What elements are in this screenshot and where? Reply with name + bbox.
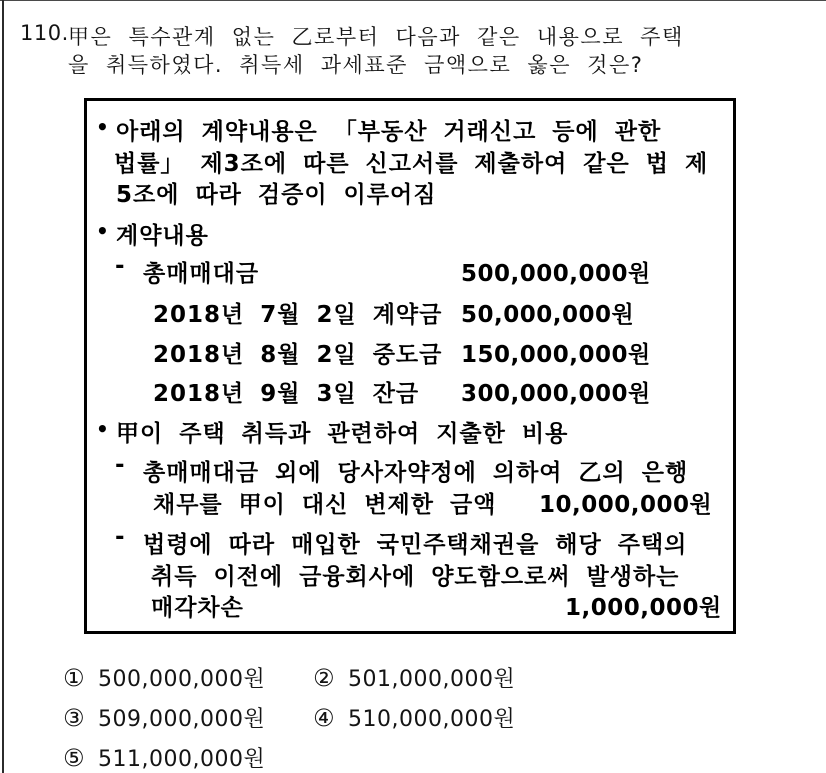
payment-amount: 150,000,000원 (461, 342, 651, 368)
choice-1-marker: ① (63, 664, 85, 692)
notice-line-2: 법률」 제3조에 따른 신고서를 제출하여 같은 법 제 (114, 151, 709, 177)
bullet-icon: • (96, 417, 110, 441)
expense1-line-1: 총매매대금 외에 당사자약정에 의하여 乙의 은행 (143, 460, 689, 486)
total-price-amount: 500,000,000원 (461, 261, 651, 287)
choice-5-marker: ⑤ (63, 744, 85, 772)
payment-label: 2018년 7월 2일 계약금 (153, 302, 443, 328)
expense1-amount: 10,000,000원 (539, 492, 713, 518)
choice-3-text: 509,000,000원 (98, 707, 266, 732)
choice-option-2[interactable] (313, 662, 515, 693)
choice-4-text: 510,000,000원 (348, 707, 516, 732)
choice-3-marker: ③ (63, 704, 85, 732)
expense1-line-2: 채무를 甲이 대신 변제한 금액 (153, 492, 497, 518)
page-border-top (0, 0, 826, 1)
payment-amount: 50,000,000원 (461, 302, 635, 328)
dash-icon: - (115, 253, 126, 279)
dash-icon: - (115, 452, 126, 478)
question-text-line2: 을 취득하였다. 취득세 과세표준 금액으로 옳은 것은? (68, 53, 644, 77)
choice-option-1[interactable] (63, 662, 265, 693)
payment-label: 2018년 9월 3일 잔금 (153, 381, 420, 407)
notice-line-3: 5조에 따라 검증이 이루어짐 (116, 182, 437, 208)
question-number: 110. (20, 21, 69, 45)
contract-heading: 계약내용 (116, 223, 209, 249)
expense2-amount: 1,000,000원 (565, 595, 722, 621)
choice-2-text: 501,000,000원 (348, 667, 516, 692)
choice-option-4[interactable] (313, 702, 515, 733)
expense-heading: 甲이 주택 취득과 관련하여 지출한 비용 (116, 421, 569, 447)
choice-5-text: 511,000,000원 (98, 747, 266, 772)
choice-1-text: 500,000,000원 (98, 667, 266, 692)
payment-amount: 300,000,000원 (461, 381, 651, 407)
question-text-line1: 甲은 특수관계 없는 乙로부터 다음과 같은 내용으로 주택 (68, 25, 684, 49)
question-info-box (84, 98, 736, 634)
choice-2-marker: ② (313, 664, 335, 692)
payment-label: 2018년 8월 2일 중도금 (153, 342, 443, 368)
total-price-label: 총매매대금 (143, 261, 260, 287)
bullet-icon: • (96, 219, 110, 243)
expense2-line-1: 법령에 따라 매입한 국민주택채권을 해당 주택의 (143, 532, 688, 558)
bullet-icon: • (96, 115, 110, 139)
expense2-line-3: 매각차손 (151, 595, 244, 621)
page-border-left (2, 0, 4, 773)
expense2-line-2: 취득 이전에 금융회사에 양도함으로써 발생하는 (151, 564, 680, 590)
notice-line-1: 아래의 계약내용은 「부동산 거래신고 등에 관한 (116, 119, 662, 145)
choice-option-3[interactable] (63, 702, 265, 733)
dash-icon: - (115, 524, 126, 550)
choice-4-marker: ④ (313, 704, 335, 732)
choice-option-5[interactable] (63, 742, 265, 773)
